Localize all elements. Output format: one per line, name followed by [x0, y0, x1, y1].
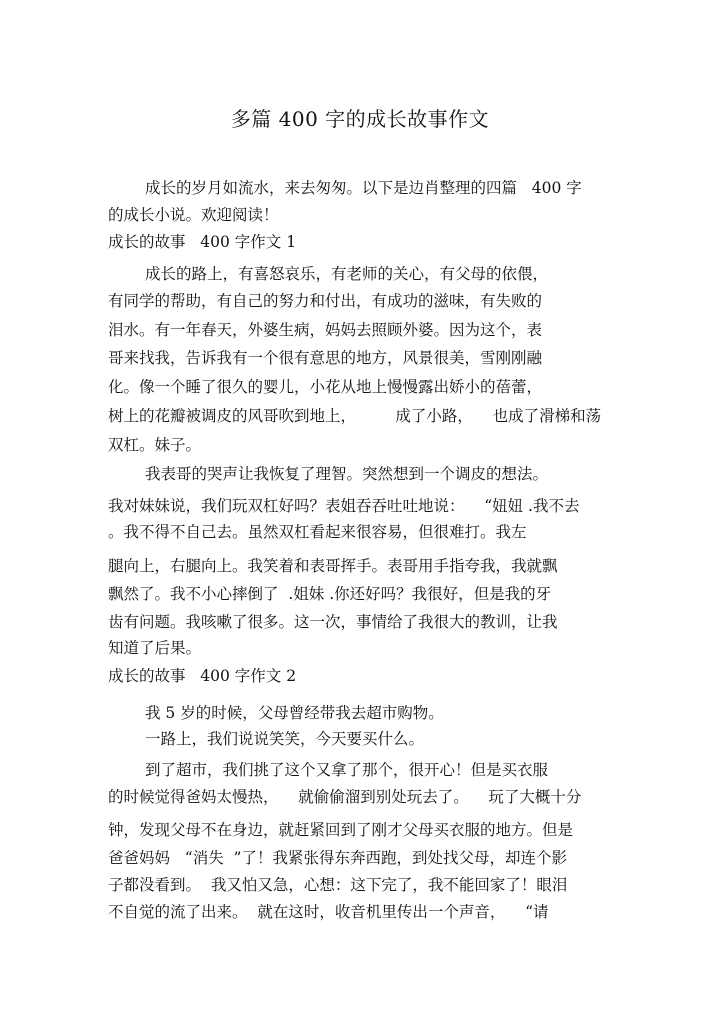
paragraph-line: 我表哥的哭声让我恢复了理智。突然想到一个调皮的想法。	[145, 465, 549, 483]
paragraph-line: 的成长小说。欢迎阅读！	[108, 206, 279, 224]
paragraph-line: 爸爸妈妈 “消失 ”了！我紧张得东奔西跑，到处找父母，却连个影	[108, 849, 567, 867]
paragraph-line: 化。像一个睡了很久的婴儿，小花从地上慢慢露出娇小的蓓蕾，	[108, 378, 543, 396]
paragraph-line: 的时候觉得爸妈太慢热， 就偷偷溜到别处玩去了。 玩了大概十分	[108, 788, 582, 806]
paragraph-line: 成长的路上，有喜怒哀乐，有老师的关心，有父母的依偎，	[145, 265, 549, 283]
paragraph-line: 知道了后果。	[108, 639, 202, 657]
paragraph-line: 我 5 岁的时候，父母曾经带我去超市购物。	[145, 704, 444, 722]
paragraph-line: 有同学的帮助，有自己的努力和付出，有成功的滋味，有失败的	[108, 292, 543, 310]
document-title: 多篇 400 字的成长故事作文	[230, 107, 490, 131]
paragraph-line: 树上的花瓣被调皮的风哥吹到地上， 成了小路， 也成了滑梯和荡	[108, 407, 602, 425]
paragraph-line: 一路上，我们说说笑笑，今天要买什么。	[145, 730, 425, 748]
paragraph-line: 成长的岁月如流水，来去匆匆。以下是边肖整理的四篇 400 字	[145, 179, 582, 197]
paragraph-line: 我对妹妹说，我们玩双杠好吗？表姐吞吞吐吐地说： “妞妞 .我不去	[108, 497, 580, 515]
paragraph-line: 泪水。有一年春天，外婆生病，妈妈去照顾外婆。因为这个，表	[108, 321, 543, 339]
section-heading: 成长的故事 400 字作文 2	[108, 667, 297, 685]
paragraph-line: 齿有问题。我咳嗽了很多。这一次，事情给了我很大的教训，让我	[108, 613, 558, 631]
paragraph-line: 到了超市，我们挑了这个又拿了那个，很开心！但是买衣服	[145, 761, 549, 779]
paragraph-line: 腿向上，右腿向上。我笑着和表哥挥手。表哥用手指夸我，我就飘	[108, 557, 558, 575]
paragraph-line: 钟，发现父母不在身边，就赶紧回到了刚才父母买衣服的地方。但是	[108, 821, 574, 839]
paragraph-line: 双杠。妹子。	[108, 436, 202, 454]
paragraph-line: 不自觉的流了出来。 就在这时，收音机里传出一个声音， “请	[108, 903, 549, 921]
paragraph-line: 子都没看到。 我又怕又急，心想：这下完了，我不能回家了！眼泪	[108, 876, 568, 894]
paragraph-line: 哥来找我，告诉我有一个很有意思的地方，风景很美，雪刚刚融	[108, 349, 543, 367]
section-heading: 成长的故事 400 字作文 1	[108, 233, 297, 251]
paragraph-line: 。我不得不自己去。虽然双杠看起来很容易，但很难打。我左	[108, 523, 527, 541]
paragraph-line: 飘然了。我不小心摔倒了 .姐妹 .你还好吗？我很好，但是我的牙	[108, 585, 552, 603]
